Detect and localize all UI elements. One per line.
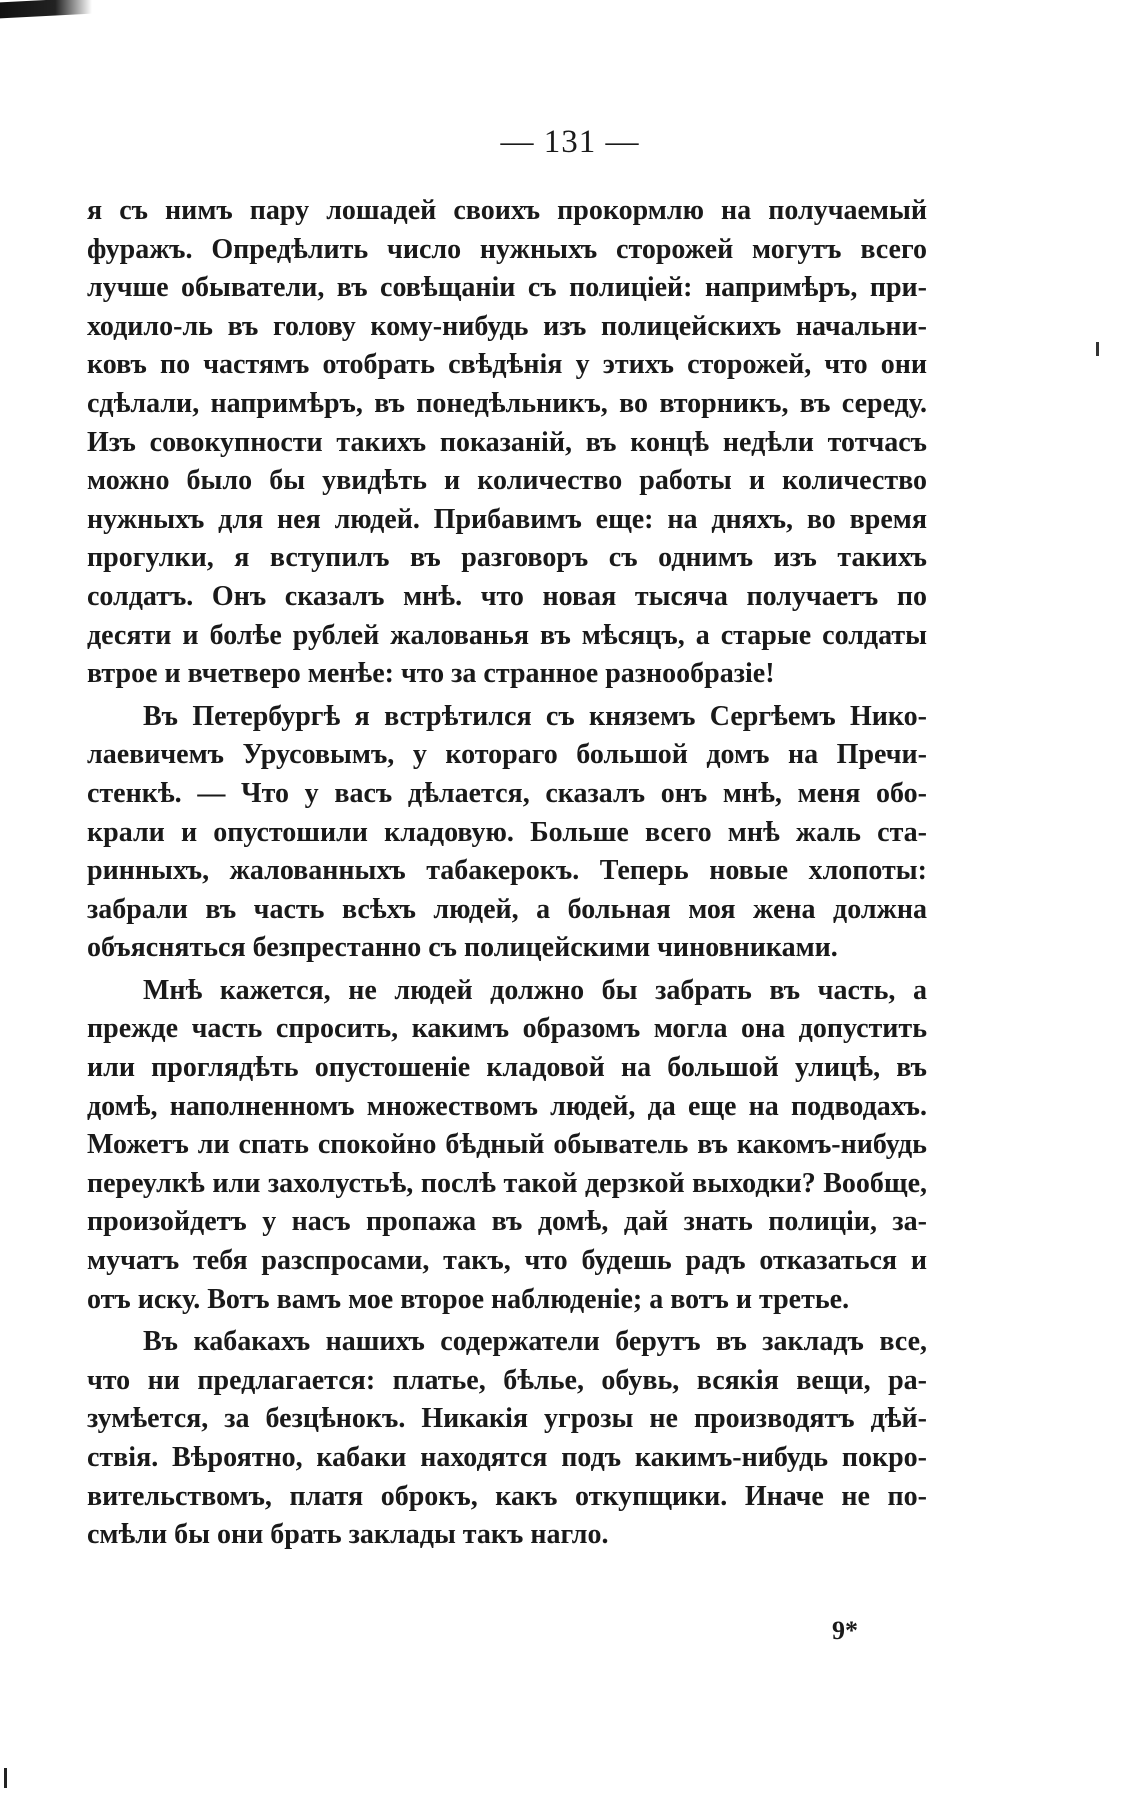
text-line: смѣли бы они брать заклады такъ нагло. [87,1519,609,1551]
text-line: что ни предлагается: платье, бѣлье, обувь, всякія вещи, ра- [87,1364,927,1396]
text-line: десяти и болѣе рублей жалованья въ мѣсяцъ, а старые солдаты [87,619,927,651]
printer-signature: 9* [832,1616,858,1645]
paragraph [87,698,927,968]
scan-edge-mark-bottom [4,1768,7,1788]
text-line: крали и опустошили кладовую. Больше всего мнѣ жаль ста- [87,816,927,848]
text-line: забрали въ часть всѣхъ людей, а больная моя жена должна [87,893,927,925]
text-line: фуражъ. Опредѣлить число нужныхъ сторожей могутъ всего [87,233,927,265]
text-line: Можетъ ли спать спокойно бѣдный обыватель въ какомъ-нибудь [87,1129,927,1161]
text-line: произойдетъ у насъ пропажа въ домѣ, дай знать полиціи, за- [87,1206,927,1238]
scan-edge-mark [0,0,92,18]
text-line: Въ кабакахъ нашихъ содержатели берутъ въ закладъ все, [143,1326,927,1358]
text-line: ковъ по частямъ отобрать свѣдѣнія у этихъ сторожей, что они [87,349,927,381]
page-number: — 131 — [500,124,640,160]
text-line: нужныхъ для нея людей. Прибавимъ еще: на дняхъ, во время [87,503,927,535]
text-line: сдѣлали, напримѣръ, въ понедѣльникъ, во вторникъ, въ середу. [87,387,927,419]
text-line: зумѣется, за безцѣнокъ. Никакія угрозы не производятъ дѣй- [87,1403,927,1435]
text-line: стенкѣ. — Что у васъ дѣлается, сказалъ онъ мнѣ, меня обо- [87,777,927,809]
text-line: домѣ, наполненномъ множествомъ людей, да еще на подводахъ. [87,1090,927,1122]
paragraph [87,972,927,1319]
text-line: ходило-ль въ голову кому-нибудь изъ полицейскихъ начальни- [87,310,927,342]
text-line: ствія. Вѣроятно, кабаки находятся подъ какимъ-нибудь покро- [87,1442,927,1473]
text-line: прогулки, я вступилъ въ разговоръ съ однимъ изъ такихъ [87,542,927,574]
text-line: мучатъ тебя разспросами, такъ, что будешь радъ отказаться и [87,1245,927,1277]
text-line: ринныхъ, жалованныхъ табакерокъ. Теперь новые хлопоты: [87,855,927,887]
text-line: лаевичемъ Урусовымъ, у котораго большой домъ на Пречи- [87,739,927,771]
text-line: или проглядѣть опустошеніе кладовой на большой улицѣ, въ [87,1052,927,1084]
text-line: втрое и вчетверо менѣе: что за странное разнообразіе! [87,658,775,690]
text-line: объясняться безпрестанно съ полицейскими чиновниками. [87,932,838,964]
text-line: можно было бы увидѣть и количество работы и количество [87,465,927,497]
text-line: отъ иску. Вотъ вамъ мое второе наблюденіе; а вотъ и третье. [87,1283,850,1315]
text-line: Въ Петербургѣ я встрѣтился съ княземъ Сергѣемъ Нико- [143,700,927,732]
text-line: Мнѣ кажется, не людей должно бы забрать въ часть, а [143,974,927,1006]
text-line: солдатъ. Онъ сказалъ мнѣ. что новая тысяча получаетъ по [87,580,927,612]
text-line: вительствомъ, платя оброкъ, какъ откупщики. Иначе не по- [87,1480,927,1512]
text-line: лучше обыватели, въ совѣщаніи съ полиціей: напримѣръ, при- [87,272,927,304]
paragraph [87,192,927,694]
text-line: Изъ совокупности такихъ показаній, въ концѣ недѣли тотчасъ [87,426,927,458]
text-line: переулкѣ или захолустьѣ, послѣ такой дерзкой выходки? Вообще, [87,1167,927,1199]
paragraph [87,1323,927,1555]
scan-speck [1096,342,1099,356]
text-line: прежде часть спросить, какимъ образомъ могла она допустить [87,1013,927,1045]
text-line: я съ нимъ пару лошадей своихъ прокормлю на получаемый [87,195,927,226]
page-body [87,192,927,1555]
